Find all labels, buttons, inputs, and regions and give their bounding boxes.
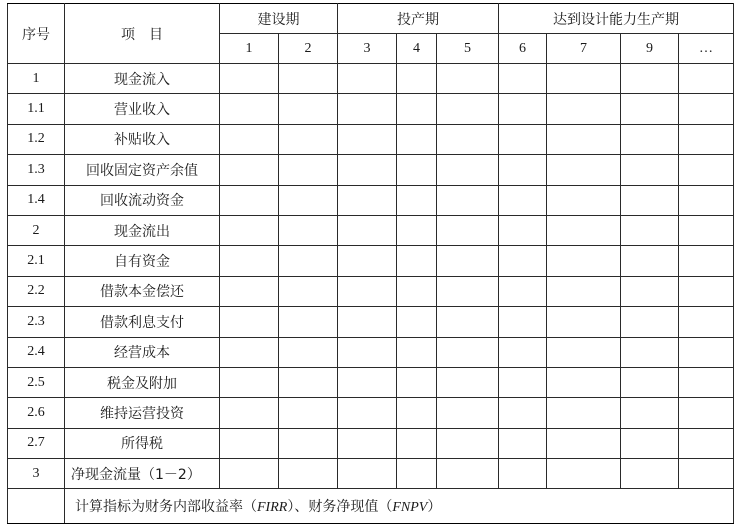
row-item-name: 回收固定资产余值 (65, 155, 220, 185)
table-row (8, 155, 734, 185)
value-cell (437, 398, 499, 428)
value-cell (679, 155, 734, 185)
value-cell (397, 64, 437, 94)
value-cell (338, 64, 397, 94)
row-item-name: 经营成本 (65, 337, 220, 367)
row-seq: 2.2 (8, 276, 65, 306)
row-item-name: 借款利息支付 (65, 307, 220, 337)
header-item: 项 目 (65, 4, 220, 64)
value-cell (437, 64, 499, 94)
value-cell (499, 124, 547, 154)
value-cell (279, 94, 338, 124)
table-row (8, 428, 734, 458)
value-cell (338, 428, 397, 458)
row-seq: 2 (8, 215, 65, 245)
value-cell (338, 276, 397, 306)
row-item-name: 补贴收入 (65, 124, 220, 154)
value-cell (220, 276, 279, 306)
value-cell (279, 459, 338, 489)
value-cell (679, 64, 734, 94)
value-cell (279, 276, 338, 306)
value-cell (437, 459, 499, 489)
value-cell (679, 215, 734, 245)
value-cell (220, 307, 279, 337)
row-item-name: 现金流出 (65, 215, 220, 245)
value-cell (338, 337, 397, 367)
value-cell (621, 459, 679, 489)
value-cell (621, 246, 679, 276)
value-cell (679, 337, 734, 367)
value-cell (220, 185, 279, 215)
value-cell (547, 459, 621, 489)
value-cell (279, 398, 338, 428)
value-cell (547, 94, 621, 124)
value-cell (547, 276, 621, 306)
year-header: 4 (397, 34, 437, 64)
value-cell (679, 124, 734, 154)
value-cell (437, 155, 499, 185)
value-cell (621, 215, 679, 245)
value-cell (220, 428, 279, 458)
value-cell (437, 276, 499, 306)
value-cell (279, 124, 338, 154)
value-cell (547, 428, 621, 458)
value-cell (397, 185, 437, 215)
table-row (8, 459, 734, 489)
row-seq: 1.4 (8, 185, 65, 215)
value-cell (279, 185, 338, 215)
value-cell (279, 428, 338, 458)
row-seq: 2.3 (8, 307, 65, 337)
value-cell (547, 124, 621, 154)
value-cell (338, 94, 397, 124)
value-cell (621, 367, 679, 397)
value-cell (437, 185, 499, 215)
year-header: 6 (499, 34, 547, 64)
value-cell (621, 428, 679, 458)
value-cell (547, 367, 621, 397)
value-cell (499, 428, 547, 458)
value-cell (338, 155, 397, 185)
table-row (8, 276, 734, 306)
value-cell (397, 337, 437, 367)
row-item-name: 借款本金偿还 (65, 276, 220, 306)
year-header: … (679, 34, 734, 64)
row-item-name: 营业收入 (65, 94, 220, 124)
row-item-name: 所得税 (65, 428, 220, 458)
value-cell (499, 337, 547, 367)
value-cell (397, 215, 437, 245)
value-cell (547, 307, 621, 337)
value-cell (621, 155, 679, 185)
value-cell (437, 94, 499, 124)
footer-prefix: 计算指标为财务内部收益率（ (75, 499, 257, 516)
value-cell (621, 94, 679, 124)
cash-flow-table (7, 3, 734, 524)
value-cell (547, 185, 621, 215)
value-cell (437, 337, 499, 367)
value-cell (338, 459, 397, 489)
footer-middle: ）、财务净现值（ (287, 499, 393, 516)
table-row (8, 367, 734, 397)
value-cell (679, 398, 734, 428)
value-cell (220, 337, 279, 367)
value-cell (397, 155, 437, 185)
year-header: 7 (547, 34, 621, 64)
value-cell (499, 459, 547, 489)
year-header: 5 (437, 34, 499, 64)
value-cell (547, 64, 621, 94)
row-item-name: 维持运营投资 (65, 398, 220, 428)
value-cell (220, 64, 279, 94)
value-cell (621, 337, 679, 367)
row-seq: 2.6 (8, 398, 65, 428)
value-cell (499, 276, 547, 306)
row-seq: 1 (8, 64, 65, 94)
value-cell (499, 185, 547, 215)
value-cell (279, 215, 338, 245)
value-cell (499, 246, 547, 276)
value-cell (547, 246, 621, 276)
row-seq: 2.1 (8, 246, 65, 276)
row-seq: 2.5 (8, 367, 65, 397)
value-cell (679, 459, 734, 489)
value-cell (338, 398, 397, 428)
row-seq: 2.7 (8, 428, 65, 458)
footer-suffix: ） (427, 499, 442, 516)
year-header: 1 (220, 34, 279, 64)
value-cell (437, 367, 499, 397)
value-cell (437, 124, 499, 154)
row-seq: 1.2 (8, 124, 65, 154)
value-cell (547, 337, 621, 367)
value-cell (437, 307, 499, 337)
value-cell (397, 307, 437, 337)
row-item-name: 自有资金 (65, 246, 220, 276)
value-cell (437, 246, 499, 276)
value-cell (397, 94, 437, 124)
value-cell (338, 367, 397, 397)
value-cell (220, 155, 279, 185)
table-row (8, 215, 734, 245)
value-cell (279, 307, 338, 337)
table-row (8, 337, 734, 367)
value-cell (279, 155, 338, 185)
value-cell (220, 459, 279, 489)
table-row (8, 185, 734, 215)
row-item-name: 现金流入 (65, 64, 220, 94)
value-cell (437, 428, 499, 458)
row-item-name: 回收流动资金 (65, 185, 220, 215)
value-cell (679, 185, 734, 215)
value-cell (397, 459, 437, 489)
value-cell (279, 367, 338, 397)
value-cell (338, 185, 397, 215)
value-cell (279, 64, 338, 94)
value-cell (397, 398, 437, 428)
year-header: 9 (621, 34, 679, 64)
value-cell (279, 246, 338, 276)
value-cell (220, 398, 279, 428)
footer-abbr-fnpv: FNPV (392, 500, 428, 516)
header-commissioning-period: 投产期 (338, 4, 499, 34)
year-header: 2 (279, 34, 338, 64)
value-cell (220, 246, 279, 276)
table-row (8, 398, 734, 428)
value-cell (499, 367, 547, 397)
value-cell (397, 367, 437, 397)
value-cell (397, 124, 437, 154)
value-cell (397, 428, 437, 458)
table-row (8, 94, 734, 124)
row-item-name: 净现金流量（1－2） (65, 459, 220, 489)
header-construction-period: 建设期 (220, 4, 338, 34)
value-cell (338, 246, 397, 276)
value-cell (499, 398, 547, 428)
table-row (8, 124, 734, 154)
value-cell (547, 215, 621, 245)
header-production-period: 达到设计能力生产期 (499, 4, 734, 34)
row-seq: 2.4 (8, 337, 65, 367)
row-item-name: 税金及附加 (65, 367, 220, 397)
value-cell (437, 215, 499, 245)
value-cell (338, 307, 397, 337)
value-cell (220, 124, 279, 154)
value-cell (547, 398, 621, 428)
value-cell (499, 307, 547, 337)
header-seq: 序号 (8, 4, 65, 64)
value-cell (499, 215, 547, 245)
year-header: 3 (338, 34, 397, 64)
table-row (8, 246, 734, 276)
value-cell (499, 64, 547, 94)
value-cell (220, 94, 279, 124)
value-cell (679, 276, 734, 306)
value-cell (679, 428, 734, 458)
row-seq: 1.1 (8, 94, 65, 124)
value-cell (397, 276, 437, 306)
value-cell (621, 307, 679, 337)
value-cell (338, 215, 397, 245)
table-row (8, 307, 734, 337)
value-cell (621, 185, 679, 215)
value-cell (499, 155, 547, 185)
row-seq: 3 (8, 459, 65, 489)
value-cell (621, 398, 679, 428)
value-cell (338, 124, 397, 154)
footer-empty-cell (8, 489, 65, 524)
value-cell (679, 94, 734, 124)
table-row (8, 64, 734, 94)
value-cell (621, 64, 679, 94)
value-cell (547, 155, 621, 185)
value-cell (679, 307, 734, 337)
value-cell (220, 367, 279, 397)
value-cell (279, 337, 338, 367)
row-seq: 1.3 (8, 155, 65, 185)
value-cell (679, 367, 734, 397)
value-cell (499, 94, 547, 124)
value-cell (397, 246, 437, 276)
value-cell (621, 124, 679, 154)
value-cell (621, 276, 679, 306)
value-cell (679, 246, 734, 276)
footer-abbr-firr: FIRR (257, 500, 288, 516)
footer-note (65, 489, 734, 524)
value-cell (220, 215, 279, 245)
table-body (8, 64, 734, 489)
